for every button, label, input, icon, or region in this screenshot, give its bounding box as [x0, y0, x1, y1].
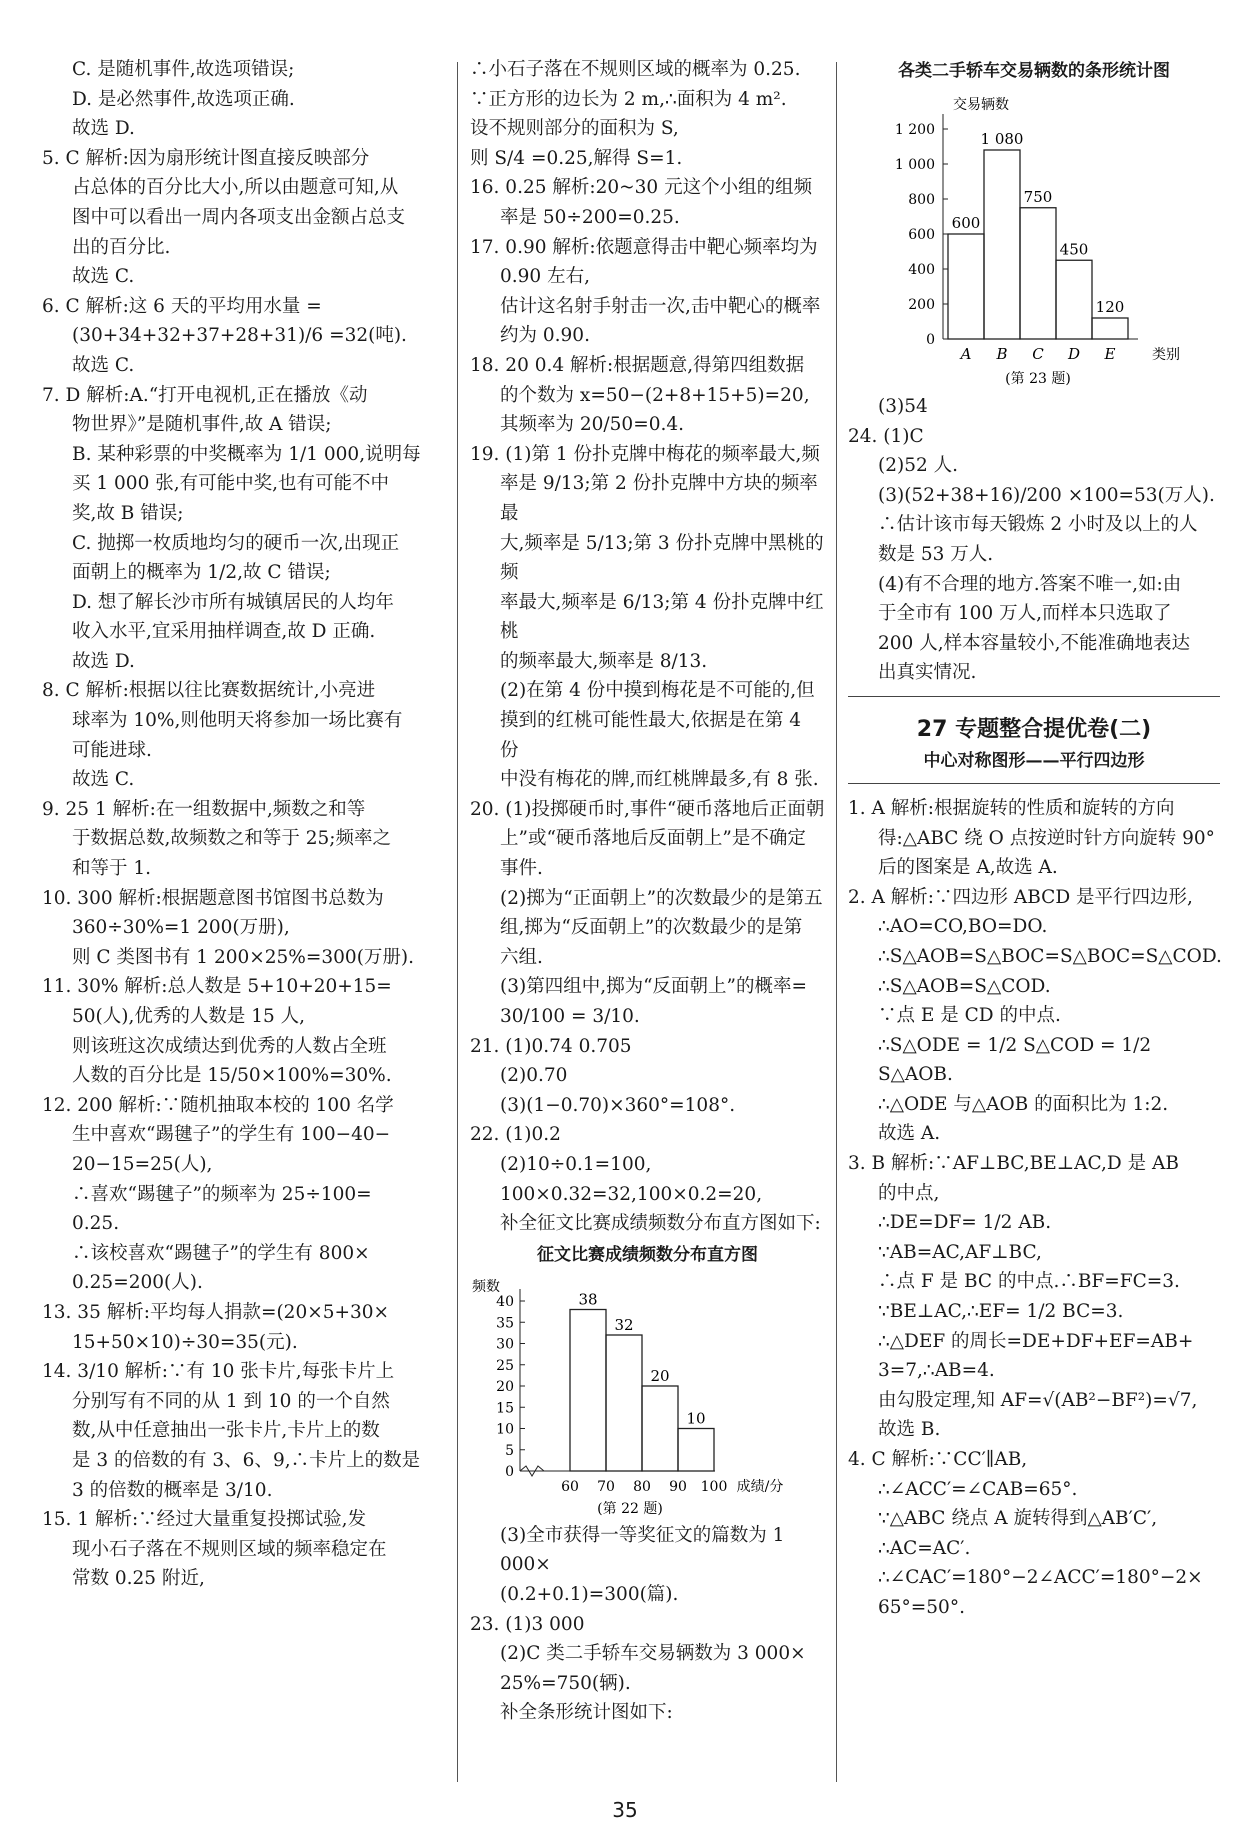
histogram-bar-label: 38	[578, 1290, 598, 1309]
text-line: 故选 A.	[878, 1123, 941, 1145]
text-line: (2)在第 4 份中摸到梅花是不可能的,但	[500, 680, 815, 702]
section-subtitle: 中心对称图形——平行四边形	[923, 750, 1145, 771]
text-line: 22. (1)0.2	[470, 1124, 561, 1146]
bar-chart-x-label: 类别	[1152, 347, 1180, 363]
bar-chart-category-label: B	[996, 345, 1008, 363]
text-line: 1. A 解析:根据旋转的性质和旋转的方向	[848, 797, 1175, 819]
text-line: (3)全市获得一等奖征文的篇数为 1 000×	[500, 1524, 785, 1576]
text-line: 其频率为 20/50=0.4.	[500, 414, 684, 436]
text-line: 故选 D.	[72, 650, 135, 672]
text-line: (3)(52+38+16)/200 ×100=53(万人).	[878, 484, 1215, 506]
text-line: 则该班这次成绩达到优秀的人数占全班	[72, 1035, 387, 1057]
text-line: ∴△DEF 的周长=DE+DF+EF=AB+	[878, 1330, 1194, 1352]
column-2	[470, 55, 825, 1728]
text-line: 上”或“硬币落地后反面朝上”是不确定	[500, 828, 806, 850]
text-line: 出真实情况.	[878, 662, 977, 684]
column-3	[848, 55, 1220, 1623]
histogram-y-tick-label: 35	[496, 1315, 514, 1331]
text-line: 占总体的百分比大小,所以由题意可知,从	[72, 177, 399, 199]
text-line: 奖,故 B 错误;	[72, 502, 184, 524]
bar-chart-bar-label: 120	[1095, 298, 1125, 316]
text-line: (3)54	[878, 396, 928, 417]
text-line: 可能进球.	[72, 739, 152, 761]
bar-chart-bar	[948, 234, 984, 339]
text-line: 2. A 解析:∵四边形 ABCD 是平行四边形,	[848, 886, 1193, 908]
text-line: 率最大,频率是 6/13;第 4 份扑克牌中红桃	[500, 591, 824, 643]
text-line: ∵正方形的边长为 2 m,∴面积为 4 m².	[470, 88, 787, 110]
text-line: ∵点 E 是 CD 的中点.	[878, 1005, 1061, 1027]
text-line: 24. (1)C	[848, 425, 924, 447]
text-line: 15. 1 解析:∵经过大量重复投掷试验,发	[42, 1509, 367, 1531]
text-line: 19. (1)第 1 份扑克牌中梅花的频率最大,频	[470, 443, 820, 465]
text-line: 则 C 类图书有 1 200×25%=300(万册).	[72, 946, 415, 968]
text-line: 200 人,样本容量较小,不能准确地表达	[878, 632, 1190, 654]
text-line: 大,频率是 5/13;第 3 份扑克牌中黑桃的频	[500, 532, 824, 584]
text-line: 球率为 10%,则他明天将参加一场比赛有	[72, 710, 403, 732]
text-line: 中没有梅花的牌,而红桃牌最多,有 8 张.	[500, 769, 819, 791]
text-line: (4)有不合理的地方.答案不唯一,如:由	[878, 573, 1182, 595]
column-3-text-bottom	[848, 794, 1220, 1623]
text-line: ∴DE=DF= 1/2 AB.	[878, 1212, 1052, 1234]
text-line: 常数 0.25 附近,	[72, 1568, 205, 1590]
histogram-y-tick-label: 15	[496, 1400, 514, 1416]
text-line: 故选 C.	[72, 769, 135, 791]
bar-chart-bar-label: 450	[1059, 240, 1089, 259]
bar-chart-y-tick-label: 1 000	[894, 157, 935, 173]
text-line: 23. (1)3 000	[470, 1613, 585, 1635]
histogram-x-tick-label: 60	[561, 1478, 579, 1495]
text-line: ∴点 F 是 BC 的中点.∴BF=FC=3.	[878, 1271, 1180, 1293]
text-line: ∴AO=CO,BO=DO.	[878, 916, 1048, 938]
text-line: 是 3 的倍数的有 3、6、9,∴卡片上的数是	[72, 1449, 421, 1471]
text-line: D. 是必然事件,故选项正确.	[72, 88, 295, 110]
text-line: 100×0.32=32,100×0.2=20,	[500, 1183, 763, 1205]
text-line: 3 的倍数的概率是 3/10.	[72, 1479, 273, 1501]
histogram-x-tick-label: 70	[597, 1478, 615, 1495]
text-line: 于全市有 100 万人,而样本只选取了	[878, 603, 1172, 625]
text-line: 现小石子落在不规则区域的频率稳定在	[72, 1538, 387, 1560]
text-line: 17. 0.90 解析:依题意得击中靶心频率均为	[470, 236, 818, 258]
bar-chart-bar	[984, 150, 1020, 339]
text-line: 0.25.	[72, 1213, 120, 1235]
text-line: 补全条形统计图如下:	[500, 1702, 673, 1724]
bar-chart	[848, 87, 1220, 387]
histogram-x-label: 成绩/分	[736, 1478, 784, 1495]
text-line: 面朝上的概率为 1/2,故 C 错误;	[72, 562, 331, 584]
text-line: 20. (1)投掷硬币时,事件“硬币落地后正面朝	[470, 798, 825, 820]
text-line: ∴S△AOB=S△COD.	[878, 975, 1051, 997]
text-line: ∵AB=AC,AF⊥BC,	[878, 1241, 1042, 1263]
text-line: 10. 300 解析:根据题意图书馆图书总数为	[42, 887, 384, 909]
histogram-bar	[606, 1335, 642, 1471]
text-line: 360÷30%=1 200(万册),	[72, 917, 290, 939]
histogram-bar	[570, 1309, 606, 1471]
text-line: 的个数为 x=50−(2+8+15+5)=20,	[500, 384, 810, 406]
text-line: 7. D 解析:A.“打开电视机,正在播放《动	[42, 384, 368, 406]
text-line: 20−15=25(人),	[72, 1153, 213, 1175]
histogram-y-tick-label: 30	[496, 1336, 514, 1353]
section-heading	[848, 713, 1220, 747]
text-line: C. 抛掷一枚质地均匀的硬币一次,出现正	[72, 532, 400, 554]
histogram-x-tick-label: 100	[700, 1478, 728, 1495]
histogram-title: 征文比赛成绩频数分布直方图	[537, 1244, 758, 1265]
text-line: 摸到的红桃可能性最大,依据是在第 4 份	[500, 710, 802, 761]
text-line: 设不规则部分的面积为 S,	[470, 118, 679, 140]
text-line: 率是 50÷200=0.25.	[500, 206, 680, 228]
text-line: (2)C 类二手轿车交易辆数为 3 000×	[500, 1643, 806, 1665]
text-line: 3. B 解析:∵AF⊥BC,BE⊥AC,D 是 AB	[848, 1153, 1179, 1175]
text-line: 事件.	[500, 858, 543, 880]
text-line: 组,掷为“反面朝上”的次数最少的是第	[500, 917, 803, 939]
bar-chart-bar-label: 1 080	[980, 130, 1024, 148]
text-line: 收入水平,宜采用抽样调查,故 D 正确.	[72, 621, 376, 643]
text-line: 出的百分比.	[72, 236, 171, 258]
text-line: 的频率最大,频率是 8/13.	[500, 650, 708, 672]
section-title: 专题整合提优卷(二)	[955, 716, 1152, 742]
text-line: 于数据总数,故频数之和等于 25;频率之	[72, 828, 392, 850]
histogram-y-tick-label: 5	[505, 1442, 514, 1459]
bar-chart-caption: (第 23 题)	[1005, 371, 1071, 387]
bar-chart-y-tick-label: 400	[908, 262, 935, 278]
column-divider-left	[457, 62, 458, 1782]
text-line: 故选 B.	[878, 1419, 941, 1441]
text-line: ∴AC=AC′.	[878, 1537, 971, 1559]
bar-chart-title: 各类二手轿车交易辆数的条形统计图	[898, 61, 1170, 81]
text-line: 得:△ABC 绕 O 点按逆时针方向旋转 90°	[878, 827, 1215, 849]
text-line: ∵BE⊥AC,∴EF= 1/2 BC=3.	[878, 1301, 1124, 1323]
histogram-chart	[470, 1271, 825, 1516]
column-2-text-top	[470, 55, 825, 1239]
histogram-bar-label: 20	[650, 1366, 670, 1385]
histogram-y-tick-label: 20	[496, 1378, 514, 1395]
text-line: (30+34+32+37+28+31)/6 =32(吨).	[72, 325, 407, 347]
text-line: ∵△ABC 绕点 A 旋转得到△AB′C′,	[878, 1508, 1158, 1530]
histogram-y-label: 频数	[472, 1278, 500, 1295]
text-line: 估计这名射手射击一次,击中靶心的概率	[500, 295, 821, 317]
histogram-x-tick-label: 80	[633, 1478, 651, 1495]
text-line: 买 1 000 张,有可能中奖,也有可能不中	[72, 473, 389, 495]
text-line: 故选 C.	[72, 354, 135, 376]
text-line: (2)10÷0.1=100,	[500, 1153, 652, 1175]
histogram-bar	[642, 1386, 678, 1471]
bar-chart-y-tick-label: 600	[908, 227, 935, 243]
text-line: ∴△ODE 与△AOB 的面积比为 1:2.	[878, 1093, 1169, 1115]
text-line: 13. 35 解析:平均每人捐款=(20×5+30×	[42, 1301, 390, 1323]
text-line: 15+50×10)÷30=35(元).	[72, 1331, 298, 1353]
histogram-y-tick-label: 10	[496, 1421, 514, 1438]
column-3-text-top	[848, 392, 1220, 688]
text-line: 50(人),优秀的人数是 15 人,	[72, 1006, 306, 1027]
column-divider-right	[836, 62, 837, 1782]
text-line: 9. 25 1 解析:在一组数据中,频数之和等	[42, 798, 366, 820]
text-line: 人数的百分比是 15/50×100%=30%.	[72, 1065, 392, 1087]
text-line: (2)52 人.	[878, 455, 959, 477]
text-line: ∴∠ACC′=∠CAB=65°.	[878, 1478, 1078, 1500]
bar-chart-y-tick-label: 0	[926, 332, 935, 348]
text-line: 0.25=200(人).	[72, 1272, 203, 1294]
text-line: 12. 200 解析:∵随机抽取本校的 100 名学	[42, 1094, 394, 1116]
text-line: 分别写有不同的从 1 到 10 的一个自然	[72, 1390, 390, 1412]
text-line: 16. 0.25 解析:20~30 元这个小组的组频	[470, 177, 813, 199]
text-line: 和等于 1.	[72, 858, 152, 880]
histogram-bar-label: 10	[686, 1409, 706, 1428]
text-line: ∴该校喜欢“踢毽子”的学生有 800×	[72, 1242, 370, 1264]
text-line: 5. C 解析:因为扇形统计图直接反映部分	[42, 147, 370, 169]
text-line: 30/100 = 3/10.	[500, 1006, 640, 1027]
text-line: 数是 53 万人.	[878, 543, 994, 565]
text-line: ∴估计该市每天锻炼 2 小时及以上的人	[878, 514, 1198, 536]
histogram-y-tick-label: 0	[505, 1463, 514, 1480]
text-line: ∴S△AOB=S△BOC=S△BOC=S△COD.	[878, 945, 1222, 967]
text-line: B. 某种彩票的中奖概率为 1/1 000,说明每	[72, 443, 421, 465]
text-line: (2)掷为“正面朝上”的次数最少的是第五	[500, 887, 823, 909]
column-2-text-bottom	[470, 1521, 825, 1728]
text-line: 3=7,∴AB=4.	[878, 1360, 995, 1382]
bar-chart-y-tick-label: 800	[908, 192, 935, 208]
bar-chart-bar-label: 750	[1023, 187, 1053, 206]
text-line: 6. C 解析:这 6 天的平均用水量 =	[42, 295, 322, 317]
text-line: 图中可以看出一周内各项支出金额占总支	[72, 206, 406, 228]
column-1-text	[42, 55, 442, 1594]
column-1	[42, 55, 442, 1594]
text-line: 故选 D.	[72, 118, 135, 140]
bar-chart-bar	[1020, 208, 1056, 339]
text-line: 补全征文比赛成绩频数分布直方图如下:	[500, 1213, 821, 1235]
bar-chart-y-label: 交易辆数	[953, 97, 1009, 113]
page-number: 35	[612, 1798, 638, 1822]
bar-chart-category-label: A	[960, 345, 972, 363]
text-line: 65°=50°.	[878, 1596, 965, 1618]
text-line: 的中点,	[878, 1182, 940, 1204]
text-line: 后的图案是 A,故选 A.	[878, 857, 1058, 879]
text-line: 18. 20 0.4 解析:根据题意,得第四组数据	[470, 354, 805, 376]
text-line: 约为 0.90.	[500, 325, 590, 347]
text-line: C. 是随机事件,故选项错误;	[72, 59, 295, 80]
section-divider-2	[848, 783, 1220, 784]
text-line: 故选 C.	[72, 266, 135, 288]
text-line: ∴∠CAC′=180°−2∠ACC′=180°−2×	[878, 1567, 1203, 1589]
bar-chart-y-tick-label: 1 200	[894, 122, 935, 138]
histogram-x-tick-label: 90	[669, 1478, 687, 1495]
histogram-y-tick-label: 25	[496, 1357, 514, 1374]
text-line: ∴小石子落在不规则区域的概率为 0.25.	[470, 59, 801, 80]
histogram-bar	[678, 1428, 714, 1471]
section-number: 27	[916, 716, 948, 742]
text-line: 11. 30% 解析:总人数是 5+10+20+15=	[42, 976, 392, 998]
text-line: 14. 3/10 解析:∵有 10 张卡片,每张卡片上	[42, 1361, 395, 1383]
text-line: 生中喜欢“踢毽子”的学生有 100−40−	[72, 1124, 391, 1146]
histogram-caption: (第 22 题)	[597, 1500, 663, 1516]
text-line: 则 S/4 =0.25,解得 S=1.	[470, 147, 683, 169]
histogram-y-tick-label: 40	[496, 1293, 514, 1310]
bar-chart-category-label: E	[1104, 345, 1116, 363]
text-line: 物世界》”是随机事件,故 A 错误;	[72, 414, 332, 436]
bar-chart-bar-label: 600	[951, 214, 981, 232]
histogram-bar-label: 32	[614, 1315, 634, 1334]
text-line: 数,从中任意抽出一张卡片,卡片上的数	[72, 1420, 380, 1442]
text-line: ∴喜欢“踢毽子”的频率为 25÷100=	[72, 1183, 372, 1205]
text-line: ∴S△ODE = 1/2 S△COD = 1/2 S△AOB.	[878, 1034, 1152, 1086]
text-line: 率是 9/13;第 2 份扑克牌中方块的频率最	[500, 473, 818, 524]
text-line: (3)(1−0.70)×360°=108°.	[500, 1094, 736, 1116]
text-line: D. 想了解长沙市所有城镇居民的人均年	[72, 591, 394, 613]
bar-chart-y-tick-label: 200	[908, 297, 935, 313]
bar-chart-bar	[1092, 318, 1128, 339]
text-line: 4. C 解析:∵CC′∥AB,	[848, 1449, 1028, 1470]
text-line: 由勾股定理,知 AF=√(AB²−BF²)=√7,	[878, 1389, 1198, 1411]
text-line: 六组.	[500, 946, 543, 968]
text-line: 25%=750(辆).	[500, 1672, 631, 1694]
text-line: 8. C 解析:根据以往比赛数据统计,小亮进	[42, 680, 376, 702]
text-line: 21. (1)0.74 0.705	[470, 1035, 632, 1057]
bar-chart-category-label: C	[1032, 345, 1044, 363]
text-line: (0.2+0.1)=300(篇).	[500, 1583, 679, 1605]
section-divider	[848, 696, 1220, 697]
text-line: (3)第四组中,掷为“反面朝上”的概率=	[500, 976, 808, 998]
bar-chart-bar	[1056, 260, 1092, 339]
text-line: 0.90 左右,	[500, 266, 590, 288]
text-line: (2)0.70	[500, 1065, 568, 1087]
bar-chart-category-label: D	[1067, 345, 1081, 363]
